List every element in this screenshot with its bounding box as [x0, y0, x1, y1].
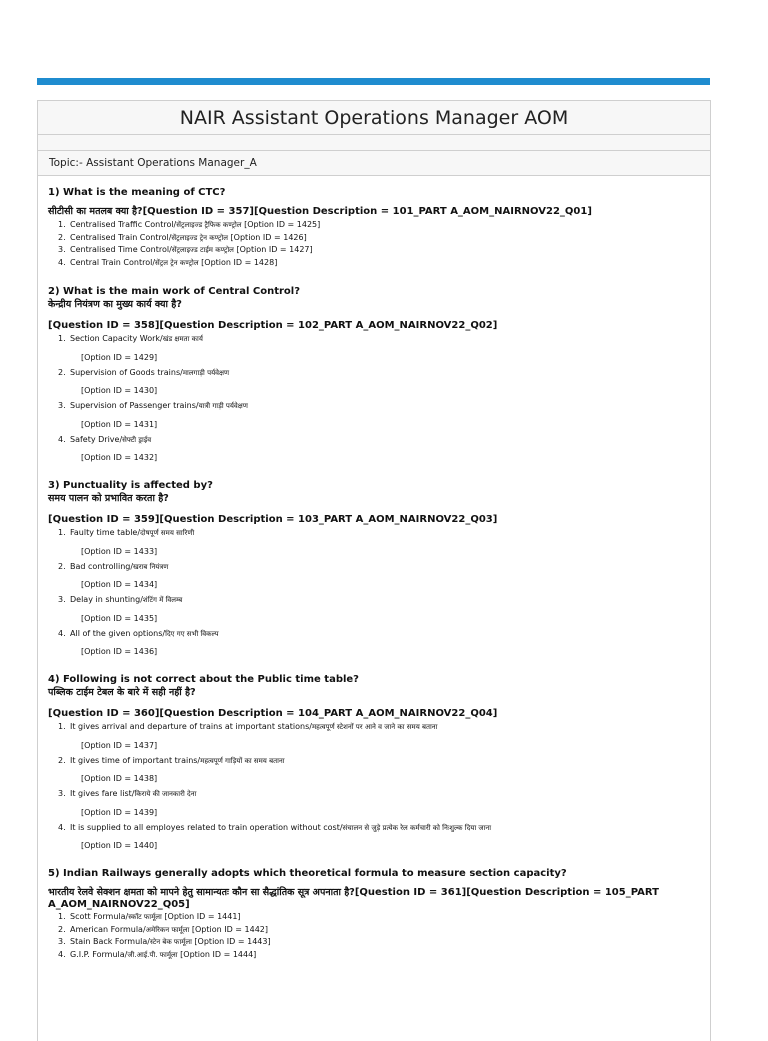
question-title: 5) Indian Railways generally adopts which theoretical formula to measure section capacity?	[48, 868, 567, 879]
question-hindi-line	[48, 880, 710, 899]
option-item: 4. Safety Drive/सेफ्टी ड्राईव	[58, 434, 152, 444]
option-list	[48, 527, 710, 657]
question-hindi: सीटीसी का मतलब क्या है?	[48, 206, 143, 217]
option-item: 3. Delay in shunting/शंटिंग में विलम्ब	[58, 595, 183, 604]
option-list	[48, 911, 710, 961]
option-item: 4. All of the given options/दिए गए सभी विकल्प	[58, 628, 219, 638]
option-item: 4. It is supplied to all employes related to train operation without cost/संचालन से जुड़े प्रत्येक रेल कर्मचारी को निःशुल्क दिया जाना	[58, 822, 492, 832]
question-hindi-line	[48, 199, 710, 218]
option-id: [Option ID = 1437]	[81, 740, 158, 750]
question-id: [Question ID = 361][Question Description = 105_PART	[354, 887, 659, 898]
topic-label: Topic:- Assistant Operations Manager_A	[49, 157, 257, 169]
header-accent-bar	[37, 78, 710, 85]
option-item: 2. Bad controlling/खराब नियंत्रण	[58, 561, 169, 571]
option-item: 3. Centralised Time Control/सेंट्रलाइज्ड टाईम कण्ट्रोल [Option ID = 1427]	[58, 245, 313, 254]
question-id: [Question ID = 358][Question Description = 102_PART A_AOM_NAIRNOV22_Q02]	[48, 320, 498, 331]
option-item: 2. Centralised Train Control/सेंट्रलाइज्ड ट्रेन कण्ट्रोल [Option ID = 1426]	[58, 232, 307, 242]
question-id: [Question ID = 359][Question Description = 103_PART A_AOM_NAIRNOV22_Q03]	[48, 514, 498, 525]
option-list	[48, 333, 710, 463]
option-item: 2. It gives time of important trains/महत्वपूर्ण गाड़ियों का समय बताना	[58, 755, 285, 765]
option-id: [Option ID = 1433]	[81, 546, 158, 556]
question-hindi: समय पालन को प्रभावित करता है?	[48, 493, 169, 504]
topic-row	[38, 151, 710, 176]
option-item: 3. Supervision of Passenger trains/यात्री गाड़ी पर्यवेक्षण	[58, 401, 248, 410]
title-row	[38, 101, 710, 135]
question-title: 4) Following is not correct about the Public time table?	[48, 674, 359, 685]
option-list	[48, 721, 710, 851]
option-id: [Option ID = 1439]	[81, 807, 158, 817]
option-item: 2. American Formula/अमेरिकन फार्मूला [Option ID = 1442]	[58, 924, 269, 934]
option-id: [Option ID = 1431]	[81, 419, 158, 429]
option-item: 4. G.I.P. Formula/जी.आई.पी. फार्मूला [Option ID = 1444]	[58, 949, 257, 959]
question-id: [Question ID = 360][Question Description = 104_PART A_AOM_NAIRNOV22_Q04]	[48, 708, 498, 719]
option-item: 1. It gives arrival and departure of trains at important stations/महत्वपूर्ण स्टेशनों पर आने व जाने का समय बताना	[58, 722, 438, 731]
option-id: [Option ID = 1434]	[81, 580, 158, 589]
option-item: 3. Stain Back Formula/स्टेन बेक फार्मूला [Option ID = 1443]	[58, 937, 271, 946]
question-4	[48, 673, 710, 851]
option-list	[48, 219, 710, 269]
option-id: [Option ID = 1435]	[81, 613, 158, 623]
option-id: [Option ID = 1429]	[81, 352, 158, 362]
option-item: 1. Scott Formula/स्कॉट फार्मूला [Option ID = 1441]	[58, 912, 241, 921]
option-id: [Option ID = 1438]	[81, 774, 158, 783]
option-id: [Option ID = 1440]	[81, 841, 158, 850]
option-id: [Option ID = 1432]	[81, 453, 158, 462]
option-item: 1. Faulty time table/दोषपूर्ण समय सारिणी	[58, 528, 195, 537]
spacer-row	[38, 135, 710, 151]
option-item: 1. Section Capacity Work/खंड क्षमता कार्य	[58, 334, 203, 343]
option-item: 1. Centralised Traffic Control/सेंट्रलाइज्ड ट्रैफिक कण्ट्रोल [Option ID = 1425]	[58, 220, 321, 229]
option-item: 3. It gives fare list/किराये की जानकारी देना	[58, 789, 197, 798]
option-item: 2. Supervision of Goods trains/मालगाड़ी पर्यवेक्षण	[58, 367, 230, 377]
question-id-continued: A_AOM_NAIRNOV22_Q05]	[48, 899, 190, 910]
question-2	[48, 285, 710, 463]
questions	[38, 176, 710, 961]
question-hindi: केन्द्रीय नियंत्रण का मुख्य कार्य क्या है?	[48, 299, 182, 310]
question-hindi: पब्लिक टाईम टेबल के बारे में सही नहीं है?	[48, 687, 196, 698]
question-id: [Question ID = 357][Question Description = 101_PART A_AOM_NAIRNOV22_Q01]	[142, 206, 592, 217]
question-title: 1) What is the meaning of CTC?	[48, 187, 226, 198]
question-hindi: भारतीय रेलवे सेक्शन क्षमता को मापने हेतु सामान्यतः कौन सा सैद्धांतिक सूत्र अपनाता है?	[48, 887, 355, 898]
page-title: NAIR Assistant Operations Manager AOM	[179, 106, 569, 129]
question-1	[48, 186, 710, 269]
question-title: 3) Punctuality is affected by?	[48, 480, 213, 491]
question-3	[48, 479, 710, 657]
question-paper	[37, 100, 711, 1041]
question-5	[48, 867, 710, 961]
option-id: [Option ID = 1436]	[81, 647, 158, 656]
option-item: 4. Central Train Control/सेंट्रल ट्रेन कण्ट्रोल [Option ID = 1428]	[58, 257, 278, 267]
option-id: [Option ID = 1430]	[81, 386, 158, 395]
question-title: 2) What is the main work of Central Control?	[48, 286, 301, 297]
